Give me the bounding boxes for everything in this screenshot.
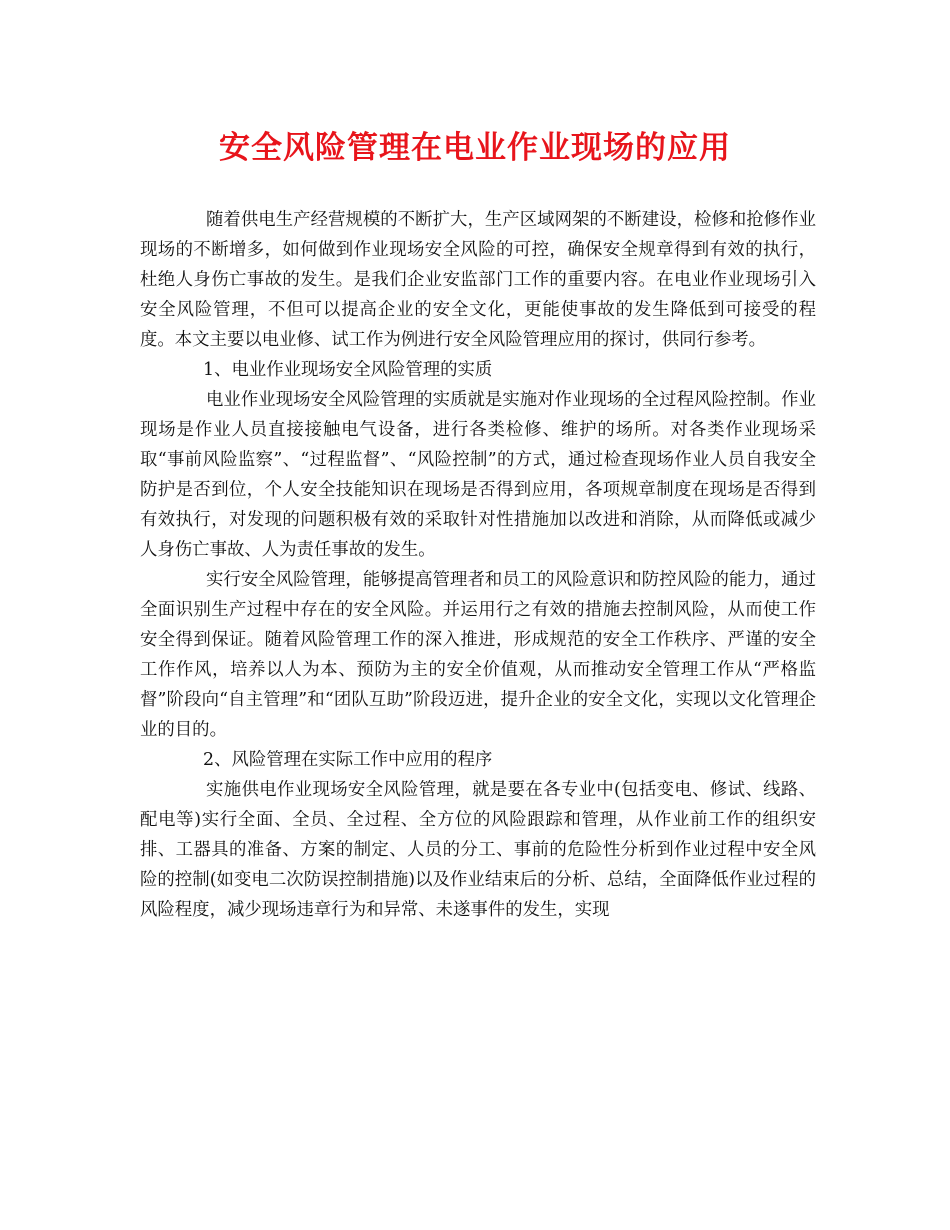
section-2-paragraph-1: 实施供电作业现场安全风险管理，就是要在各专业中(包括变电、修试、线路、配电等)实行全面、全员、全过程、全方位的风险跟踪和管理，从作业前工作的组织安排、工器具的准备、方案的制定、人员的分工、事前的危险性分析到作业过程中安全风险的控制(如变电二次防误控制措施)以及作业结束后的分析、总结，全面降低作业过程的风险程度，减少现场违章行为和异常、未遂事件的发生，实现 xyxy=(140,780,816,920)
section-1-paragraph-1: 电业作业现场安全风险管理的实质就是实施对作业现场的全过程风险控制。作业现场是作业人员直接接触电气设备，进行各类检修、维护的场所。对各类作业现场采取“事前风险监察”、“过程监督”、“风险控制”的方式，通过检查现场作业人员自我安全防护是否到位，个人安全技能知识在现场是否得到应用，各项规章制度在现场是否得到有效执行，对发现的问题积极有效的采取针对性措施加以改进和消除，从而降低或减少人身伤亡事故、人为责任事故的发生。 xyxy=(140,390,816,560)
document-body xyxy=(140,205,816,925)
section-1-paragraph-2: 实行安全风险管理，能够提高管理者和员工的风险意识和防控风险的能力，通过全面识别生产过程中存在的安全风险。并运用行之有效的措施去控制风险，从而使工作安全得到保证。随着风险管理工作的深入推进，形成规范的安全工作秩序、严谨的安全工作作风，培养以人为本、预防为主的安全价值观，从而推动安全管理工作从“严格监督”阶段向“自主管理”和“团队互助”阶段迈进，提升企业的安全文化，实现以文化管理企业的目的。 xyxy=(140,570,816,740)
section-heading-1: 1、电业作业现场安全风险管理的实质 xyxy=(203,360,493,380)
intro-paragraph: 随着供电生产经营规模的不断扩大，生产区域网架的不断建设，检修和抢修作业现场的不断增多，如何做到作业现场安全风险的可控，确保安全规章得到有效的执行，杜绝人身伤亡事故的发生。是我们企业安监部门工作的重要内容。在电业作业现场引入安全风险管理，不但可以提高企业的安全文化，更能使事故的发生降低到可接受的程度。本文主要以电业修、试工作为例进行安全风险管理应用的探讨，供同行参考。 xyxy=(140,210,816,350)
section-heading-2: 2、风险管理在实际工作中应用的程序 xyxy=(203,750,493,770)
document-title: 安全风险管理在电业作业现场的应用 xyxy=(219,130,731,166)
